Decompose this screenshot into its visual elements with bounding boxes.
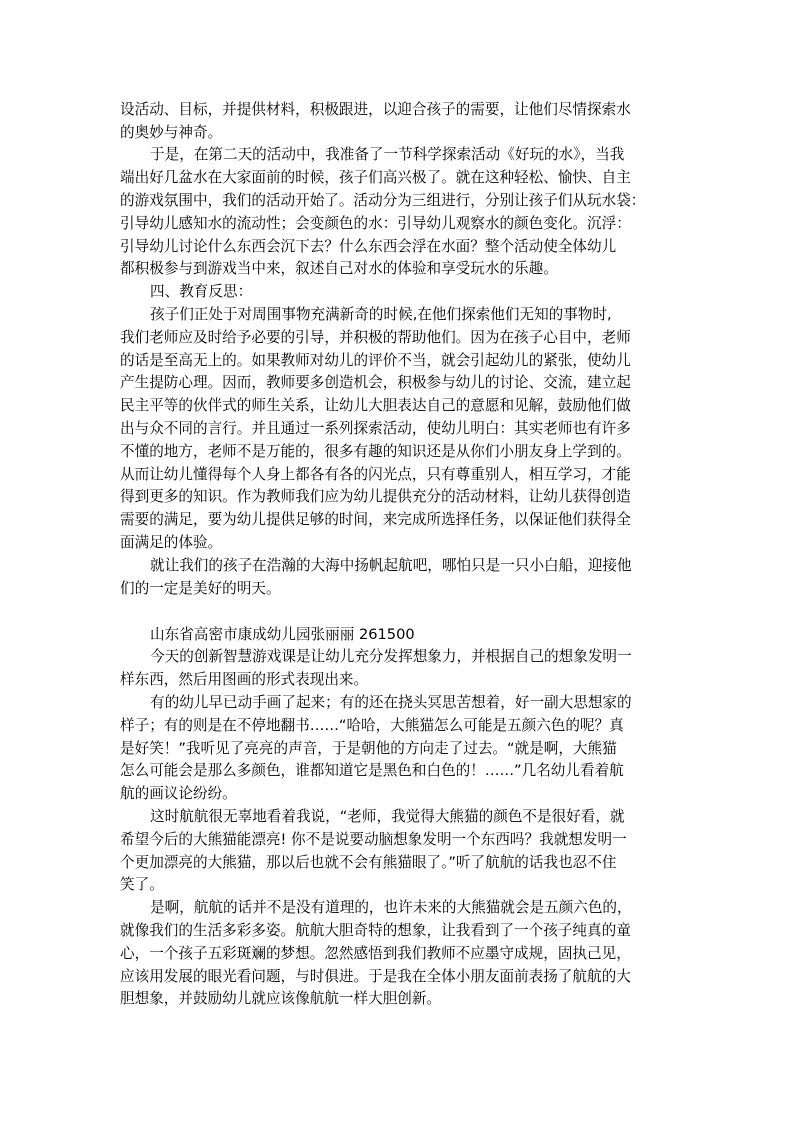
text-line: 样东西，然后用图画的形式表现出来。	[120, 671, 369, 688]
paragraph-first-line: 孩子们正处于对周围事物充满新奇的时候,在他们探索他们无知的事物时,	[150, 306, 612, 323]
paragraph-first-line: 于是，在第二天的活动中，我准备了一节科学探索活动《好玩的水》，当我	[150, 146, 625, 163]
text-line: 都积极参与到游戏当中来，叙述自己对水的体验和享受玩水的乐趣。	[120, 260, 558, 277]
text-line: 应该用发展的眼光看问题，与时俱进。于是我在全体小朋友面前表扬了航航的大	[120, 968, 631, 985]
text-line: 笑了。	[120, 876, 164, 893]
text-line: 需要的满足，要为幼儿提供足够的时间，来完成所选择任务，以保证他们获得全	[120, 511, 631, 528]
text-line: 从而让幼儿懂得每个人身上都各有各的闪光点，只有尊重别人，相互学习，才能	[120, 466, 631, 483]
paragraph-first-line: 是啊，航航的话并不是没有道理的，也许未来的大熊猫就会是五颜六色的，	[150, 899, 632, 916]
paragraph-first-line: 就让我们的孩子在浩瀚的大海中扬帆起航吧，哪怕只是一只小白船，迎接他	[150, 557, 632, 574]
text-line: 怎么可能会是那么多颜色，谁都知道它是黑色和白色的！……”几名幼儿看着航	[120, 762, 624, 779]
text-line: 引导幼儿感知水的流动性；会变颜色的水：引导幼儿观察水的颜色变化。沉浮：	[120, 215, 631, 232]
text-line: 是好笑！”我听见了亮亮的声音，于是朝他的方向走了过去。“就是啊，大熊猫	[120, 740, 617, 757]
text-line: 希望今后的大熊猫能漂亮! 你不是说要动脑想象发明一个东西吗？我就想发明一	[120, 831, 627, 848]
text-line: 心，一个孩子五彩斑斓的梦想。忽然感悟到我们教师不应墨守成规，固执己见，	[120, 945, 631, 962]
text-line: 样子；有的则是在不停地翻书……“哈哈，大熊猫怎么可能是五颜六色的呢？真	[120, 717, 624, 734]
text-line: 的奥妙与神奇。	[120, 124, 223, 141]
text-line: 引导幼儿讨论什么东西会沉下去？什么东西会浮在水面？整个活动使全体幼儿	[120, 238, 617, 255]
text-line: 出与众不同的言行。并且通过一系列探索活动，使幼儿明白：其实老师也有许多	[120, 420, 631, 437]
text-line: 个更加漂亮的大熊猫，那以后也就不会有熊猫眼了。”听了航航的话我也忍不住	[120, 854, 617, 871]
text-line: 航的画议论纷纷。	[120, 785, 237, 802]
text-line: 民主平等的伙伴式的师生关系，让幼儿大胆表达自己的意愿和见解，鼓励他们做	[120, 397, 631, 414]
text-line: 的话是至高无上的。如果教师对幼儿的评价不当，就会引起幼儿的紧张，使幼儿	[120, 352, 631, 369]
text-line: 们的一定是美好的明天。	[120, 580, 281, 597]
paragraph-first-line: 今天的创新智慧游戏课是让幼儿充分发挥想象力，并根据自己的想象发明一	[150, 648, 632, 665]
paragraph-first-line: 有的幼儿早已动手画了起来；有的还在挠头冥思苦想着，好一副大思想家的	[150, 694, 632, 711]
text-line: 的游戏氛围中，我们的活动开始了。活动分为三组进行，分别让孩子们从玩水袋：	[120, 192, 646, 209]
paragraph-first-line: 这时航航很无辜地看着我说，“老师，我觉得大熊猫的颜色不是很好看，就	[150, 808, 625, 825]
text-line: 面满足的体验。	[120, 534, 223, 551]
text-line: 得到更多的知识。作为教师我们应为幼儿提供充分的活动材料，让幼儿获得创造	[120, 488, 631, 505]
text-line: 不懂的地方，老师不是万能的，很多有趣的知识还是从你们小朋友身上学到的。	[120, 443, 631, 460]
section-heading: 四、教育反思：	[150, 283, 253, 300]
text-line: 产生提防心理。因而，教师要多创造机会，积极参与幼儿的讨论、交流，建立起	[120, 374, 631, 391]
text-line: 就像我们的生活多彩多姿。航航大胆奇特的想象，让我看到了一个孩子纯真的童	[120, 922, 631, 939]
text-line: 端出好几盆水在大家面前的时候，孩子们高兴极了。就在这种轻松、愉快、自主	[120, 169, 631, 186]
text-line: 我们老师应及时给予必要的引导，并积极的帮助他们。因为在孩子心目中，老师	[120, 329, 631, 346]
text-line: 设活动、目标，并提供材料，积极跟进，以迎合孩子的需要，让他们尽情探索水	[120, 101, 631, 118]
author-line: 山东省高密市康成幼儿园张丽丽 261500	[150, 626, 415, 643]
text-line: 胆想象，并鼓励幼儿就应该像航航一样大胆创新。	[120, 990, 442, 1007]
